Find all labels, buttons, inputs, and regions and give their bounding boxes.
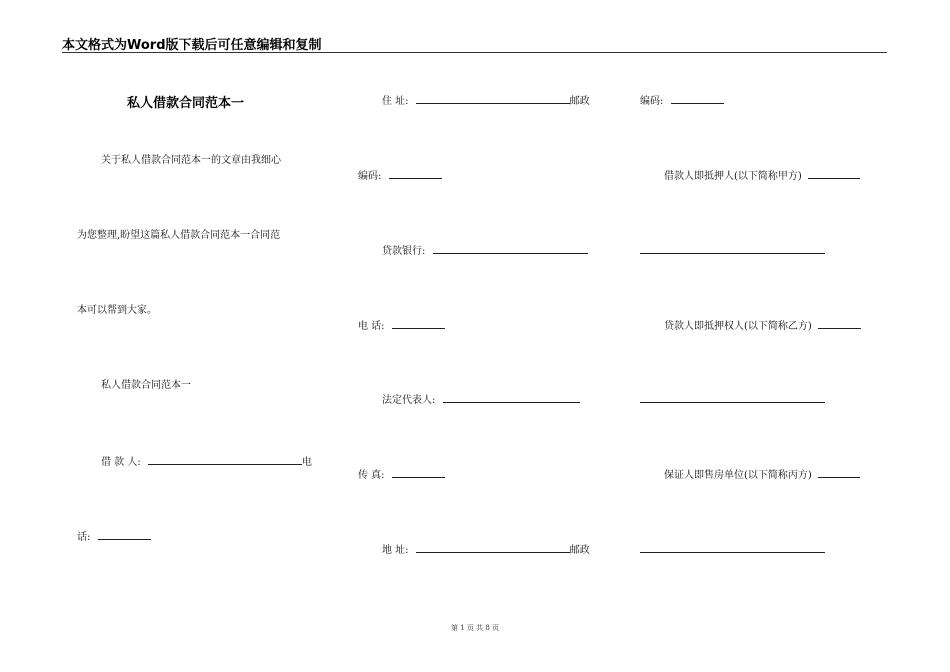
mortgagee-row (664, 319, 861, 333)
phone-label-tail: 电 (301, 457, 312, 468)
address-blank[interactable] (416, 94, 570, 104)
phone-label-head: 话: (77, 532, 91, 543)
borrower-blank[interactable] (148, 455, 302, 465)
mortgagor-name-row (640, 244, 825, 258)
address2-label: 地 址: (382, 545, 409, 556)
borrower-phone-blank[interactable] (98, 530, 151, 540)
postal-code-row (358, 169, 442, 183)
borrower-label: 借 款 人: (101, 457, 141, 468)
guarantor-name-blank[interactable] (640, 543, 825, 553)
intro-line-2: 为您整理,盼望这篇私人借款合同范本一合同范 (77, 230, 281, 241)
mortgagee-blank[interactable] (818, 319, 861, 329)
mortgagee-name-row (640, 393, 825, 407)
header-text: 本文格式为Word版下载后可任意编辑和复制 (62, 38, 322, 53)
bank-row (382, 244, 588, 258)
page-footer: 第 1 页 共 8 页 (450, 624, 500, 632)
code-row (640, 94, 724, 108)
intro-line-3: 本可以帮到大家。 (77, 305, 157, 316)
fax-row (358, 468, 445, 482)
borrower-row (101, 455, 312, 469)
mortgagor-blank[interactable] (808, 169, 860, 179)
mortgagee-label: 贷款人即抵押权人(以下简称乙方) (664, 321, 812, 332)
mortgagee-name-blank[interactable] (640, 393, 825, 403)
legal-rep-label: 法定代表人: (382, 395, 436, 406)
document-title: 私人借款合同范本一 (127, 96, 245, 111)
postal-code-label: 编码: (358, 171, 382, 182)
page-header (62, 34, 887, 53)
address2-row (382, 543, 590, 557)
address2-blank[interactable] (416, 543, 570, 553)
postal-code-blank[interactable] (389, 169, 442, 179)
postal-label: 邮政 (569, 96, 590, 107)
guarantor-row (664, 468, 860, 482)
fax-blank[interactable] (392, 468, 445, 478)
postal2-label: 邮政 (569, 545, 590, 556)
mortgagor-row (664, 169, 860, 183)
guarantor-label: 保证人即售房单位(以下简称丙方) (664, 470, 812, 481)
legal-rep-row (382, 393, 580, 407)
code-blank[interactable] (671, 94, 724, 104)
borrower-phone-row (77, 530, 151, 544)
bank-label: 贷款银行: (382, 246, 426, 257)
legal-rep-blank[interactable] (443, 393, 580, 403)
bank-phone-blank[interactable] (392, 319, 445, 329)
bank-phone-row (358, 319, 445, 333)
fax-label: 传 真: (358, 470, 385, 481)
address-label: 住 址: (382, 96, 409, 107)
bank-blank[interactable] (433, 244, 588, 254)
code-label: 编码: (640, 96, 664, 107)
guarantor-name-row (640, 543, 825, 557)
subtitle: 私人借款合同范本一 (101, 380, 191, 391)
mortgagor-label: 借款人即抵押人(以下简称甲方) (664, 171, 802, 182)
bank-phone-label: 电 话: (358, 321, 385, 332)
intro-line-1: 关于私人借款合同范本一的文章由我细心 (101, 155, 281, 166)
mortgagor-name-blank[interactable] (640, 244, 825, 254)
guarantor-blank[interactable] (818, 468, 860, 478)
address-row (382, 94, 590, 108)
